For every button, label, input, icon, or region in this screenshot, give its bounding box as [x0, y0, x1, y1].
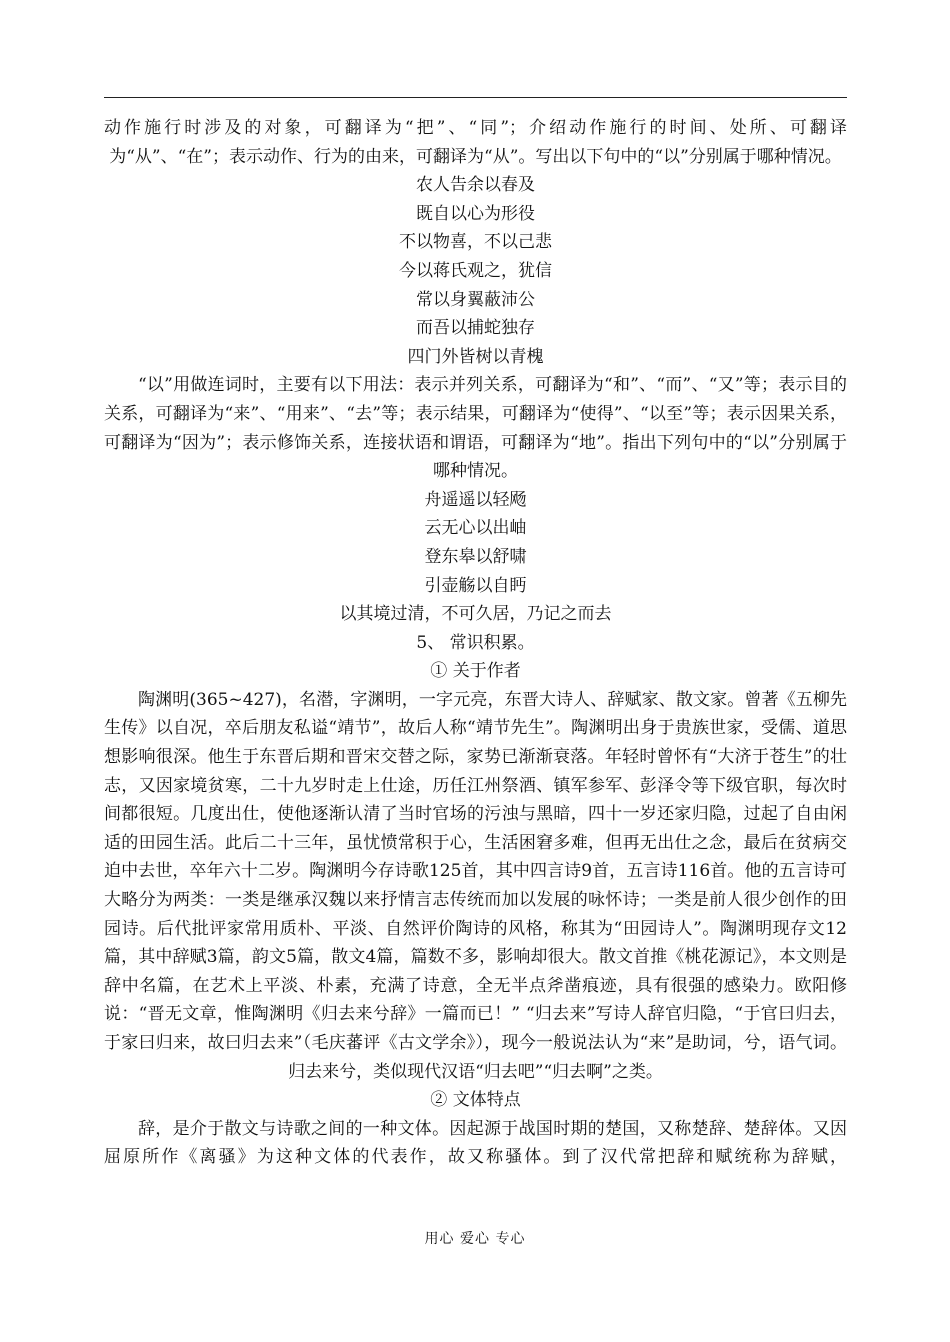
header-rule [104, 97, 847, 98]
sentence-list-group1 [104, 171, 847, 371]
section-heading: 5、 常识积累。 [416, 632, 535, 653]
example-sentence: 今以蒋氏观之，犹信 [399, 260, 552, 281]
example-sentence: 既自以心为形役 [416, 203, 535, 224]
example-sentence: 登东皋以舒啸 [424, 546, 527, 567]
subsection-heading-genre: ② 文体特点 [430, 1090, 521, 1111]
subsection-heading-author: ① 关于作者 [430, 661, 521, 682]
example-sentence: 农人告余以春及 [416, 175, 535, 196]
example-sentence: 云无心以出岫 [424, 518, 527, 539]
conjunction-paragraph: “以”用做连词时，主要有以下用法：表示并列关系，可翻译为“和”、“而”、“又”等；表示目的关系，可翻译为“来”、“用来”、“去”等；表示结果，可翻译为“使得”、“以至”等；表示因果关系，可翻译为“因为”；表示修饰关系，连接状语和谓语，可翻译为“地”。指出下列句中的“以”分别属于哪种情况。 [104, 375, 847, 482]
example-sentence: 四门外皆树以青槐 [407, 346, 544, 367]
author-paragraph: 陶渊明(365~427)，名潜，字渊明，一字元亮，东晋大诗人、辞赋家、散文家。曾著《五柳先生传》以自况，卒后朋友私谥“靖节”，故后人称“靖节先生”。陶渊明出身于贵族世家，受儒、道思想影响很深。他生于东晋后期和晋宋交替之际，家势已渐渐衰落。年轻时曾怀有“大济于苍生”的壮志，又因家境贫寒，二十九岁时走上仕途，历任江州祭酒、镇军参军、彭泽令等下级官职，每次时间都很短。几度出仕，使他逐渐认清了当时官场的污浊与黑暗，四十一岁还家归隐，过起了自由闲适的田园生活。此后二十三年，虽忧愤常积于心，生活困窘多难，但再无出仕之念，最后在贫病交迫中去世，卒年六十二岁。陶渊明今存诗歌125首，其中四言诗9首，五言诗116首。他的五言诗可大略分为两类：一类是继承汉魏以来抒情言志传统而加以发展的咏怀诗；一类是前人很少创作的田园诗。后代批评家常用质朴、平淡、自然评价陶诗的风格，称其为“田园诗人”。陶渊明现存文12篇，其中辞赋3篇，韵文5篇，散文4篇，篇数不多，影响却很大。散文首推《桃花源记》，本文则是辞中名篇，在艺术上平淡、朴素，充满了诗意，全无半点斧凿痕迹，具有很强的感染力。欧阳修说：“晋无文章，惟陶渊明《归去来兮辞》一篇而已！” “归去来”写诗人辞官归隐，“于官曰归去，于家曰归来，故曰归去来”（毛庆蕃评《古文学余》），现今一般说法认为“来”是助词，兮，语气词。归去来兮，类似现代汉语“归去吧”“归去啊”之类。 [104, 689, 847, 1082]
page-footer: 用心 爱心 专心 [424, 1231, 526, 1247]
intro-paragraph: 动作施行时涉及的对象，可翻译为“把”、“同”；介绍动作施行的时间、处所、可翻译为“从”、“在”；表示动作、行为的由来，可翻译为“从”。写出以下句中的“以”分别属于哪种情况。 [104, 118, 847, 167]
example-sentence: 不以物喜，不以己悲 [399, 232, 552, 253]
document-body [104, 114, 847, 1172]
example-sentence: 而吾以捕蛇独存 [416, 318, 535, 339]
example-sentence: 常以身翼蔽沛公 [416, 289, 535, 310]
example-sentence: 以其境过清，不可久居，乃记之而去 [339, 604, 612, 625]
example-sentence: 引壶觞以自眄 [424, 575, 527, 596]
example-sentence: 舟遥遥以轻飏 [424, 489, 527, 510]
genre-paragraph: 辞，是介于散文与诗歌之间的一种文体。因起源于战国时期的楚国，又称楚辞、楚辞体。又因屈原所作《离骚》为这种文体的代表作，故又称骚体。到了汉代常把辞和赋统称为辞赋， [104, 1118, 847, 1168]
sentence-list-group2 [104, 486, 847, 629]
